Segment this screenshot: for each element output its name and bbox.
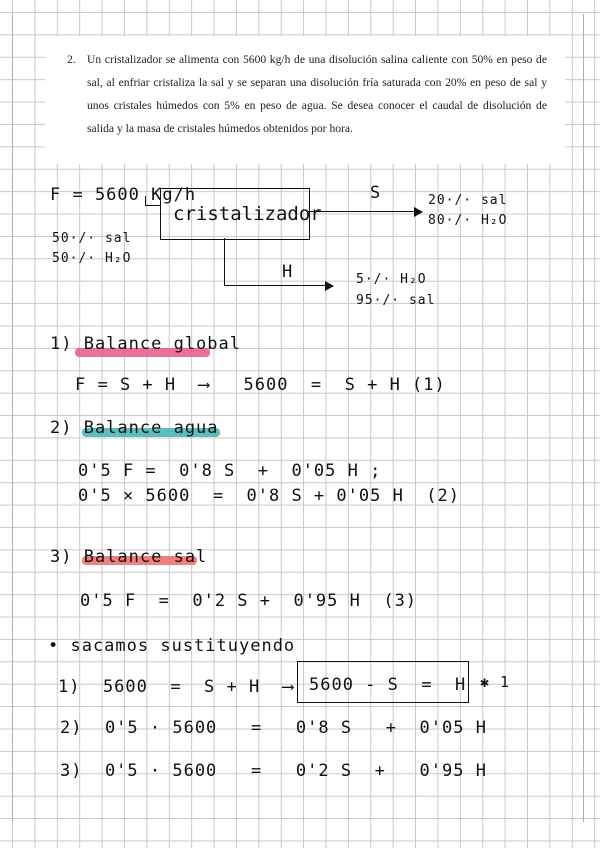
result-box-text: 5600 - S = H <box>309 675 467 695</box>
substitution-line-2: 2) 0'5 · 5600 = 0'8 S + 0'05 H <box>60 718 487 738</box>
s-stream-line <box>308 211 418 212</box>
problem-number: 2. <box>67 53 76 66</box>
h-comp-salt: 95·/· sal <box>356 293 436 308</box>
feed-stream-tick <box>145 196 146 206</box>
section-2-title: 2) Balance agua <box>50 418 219 438</box>
h-stream-line <box>224 285 329 286</box>
feed-label: F = 5600 Kg/h <box>50 185 197 205</box>
section-3-equation: 0'5 F = 0'2 S + 0'95 H (3) <box>80 591 418 611</box>
s-arrow-icon <box>414 207 423 217</box>
section-4-title: • sacamos sustituyendo <box>48 636 296 656</box>
s-comp-salt: 20·/· sal <box>428 193 508 208</box>
section-3-title: 3) Balance sal <box>50 547 208 567</box>
h-stream-vertical <box>224 238 225 286</box>
h-label: H <box>282 262 294 282</box>
substitution-line-3: 3) 0'5 · 5600 = 0'2 S + 0'95 H <box>60 761 487 781</box>
section-2-equation-1: 0'5 F = 0'8 S + 0'05 H ; <box>78 461 382 481</box>
substitution-line-1: 1) 5600 = S + H ⟶ <box>58 677 294 697</box>
s-label: S <box>370 183 382 203</box>
feed-stream-line <box>145 205 160 206</box>
feed-comp-salt: 50·/· sal <box>52 231 132 246</box>
section-1-title: 1) Balance global <box>50 334 241 354</box>
problem-statement <box>45 36 565 164</box>
section-2-equation-2: 0'5 × 5600 = 0'8 S + 0'05 H (2) <box>78 486 460 506</box>
problem-text: Un cristalizador se alimenta con 5600 kg/h de una disolución salina caliente con 50% en peso de sal, al enfriar cristaliza la sal y se separan una disolución fría saturada con 20% en peso de sal y unos cristales húmedos con 5% en peso de agua. Se desea conocer el caudal de disolución de salida y la masa de cristales húmedos obtenidos por hora. <box>87 53 547 135</box>
section-1-equation: F = S + H ⟶ 5600 = S + H (1) <box>75 375 446 395</box>
h-arrow-icon <box>325 281 334 291</box>
asterisk-mark: ✱ 1 <box>480 673 511 691</box>
h-comp-water: 5·/· H₂O <box>356 272 427 287</box>
s-comp-water: 80·/· H₂O <box>428 213 508 228</box>
feed-comp-water: 50·/· H₂O <box>52 251 132 266</box>
crystallizer-label: cristalizador <box>173 203 322 225</box>
